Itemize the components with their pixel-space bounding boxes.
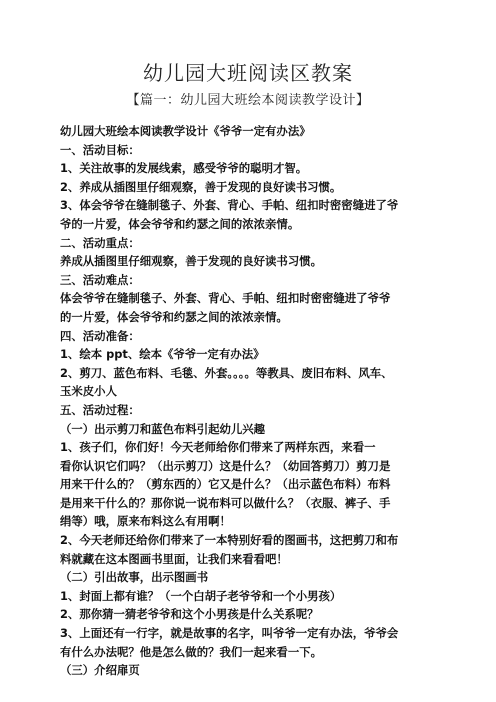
body-line: 五、活动过程： [60, 402, 140, 417]
body-line: （三）介绍扉页 [60, 663, 140, 678]
body-line: 玉米皮小人 [60, 384, 117, 399]
body-line: 有什么办法呢？他是怎么做的？我们一起来看一下。 [60, 644, 322, 659]
body-line: 1、绘本 ppt、绘本《爷爷一定有办法》 [60, 347, 265, 362]
body-line: 2、今天老师还给你们带来了一本特别好看的图画书，这把剪刀和布 [60, 533, 399, 548]
body-line: 的一片爱，体会爷爷和约瑟之间的浓浓亲情。 [60, 309, 288, 324]
document-body [60, 122, 440, 680]
body-line: （二）引出故事，出示图画书 [60, 570, 209, 585]
body-line: 养成从插图里仔细观察，善于发现的良好读书习惯。 [60, 254, 322, 269]
body-line: 看你认识它们吗？（出示剪刀）这是什么？（幼回答剪刀）剪刀是 [60, 458, 391, 473]
body-line: 2、那你猜一猜老爷爷和这个小男孩是什么关系呢？ [60, 607, 319, 622]
body-line: 1、孩子们，你们好！今天老师给你们带来了两样东西，来看一 [60, 440, 376, 455]
body-line: （一）出示剪刀和蓝色布料引起幼儿兴趣 [60, 421, 266, 436]
body-line: 体会爷爷在缝制毯子、外套、背心、手帕、纽扣时密密缝进了爷爷 [60, 291, 391, 306]
document-subtitle: 【篇一：幼儿园大班绘本阅读教学设计】 [126, 93, 370, 108]
body-line: 1、封面上都有谁？（一个白胡子老爷爷和一个小男孩） [60, 588, 342, 603]
body-line: 3、上面还有一行字，就是故事的名字，叫爷爷一定有办法，爷爷会 [60, 626, 399, 641]
body-line: 是用来干什么的？那你说一说布料可以做什么？（衣服、裤子、手 [60, 495, 391, 510]
body-line: 绢等）哦，原来布料这么有用啊！ [60, 514, 231, 529]
body-line: 爷的一片爱，体会爷爷和约瑟之间的浓浓亲情。 [60, 216, 300, 231]
body-line: 用来干什么的？（剪东西的）它又是什么？（出示蓝色布料）布料 [60, 477, 391, 492]
body-line: 幼儿园大班绘本阅读教学设计《爷爷一定有办法》 [60, 124, 311, 138]
body-line: 三、活动难点： [60, 272, 140, 287]
body-line: 二、活动重点： [60, 235, 140, 250]
body-line: 1、关注故事的发展线索，感受爷爷的聪明才智。 [60, 161, 308, 176]
document-title: 幼儿园大班阅读区教案 [143, 61, 353, 85]
body-line: 2、养成从插图里仔细观察，善于发现的良好读书习惯。 [60, 179, 342, 194]
body-line: 3、体会爷爷在缝制毯子、外套、背心、手帕、纽扣时密密缝进了爷 [60, 198, 399, 213]
body-line: 四、活动准备： [60, 328, 140, 343]
body-line: 2、剪刀、蓝色布料、毛毯、外套。。。。等教具、废旧布料、风车、 [60, 365, 393, 380]
body-line: 料就藏在这本图画书里面，让我们来看看吧！ [60, 551, 288, 566]
body-line: 一、活动目标： [60, 142, 140, 157]
